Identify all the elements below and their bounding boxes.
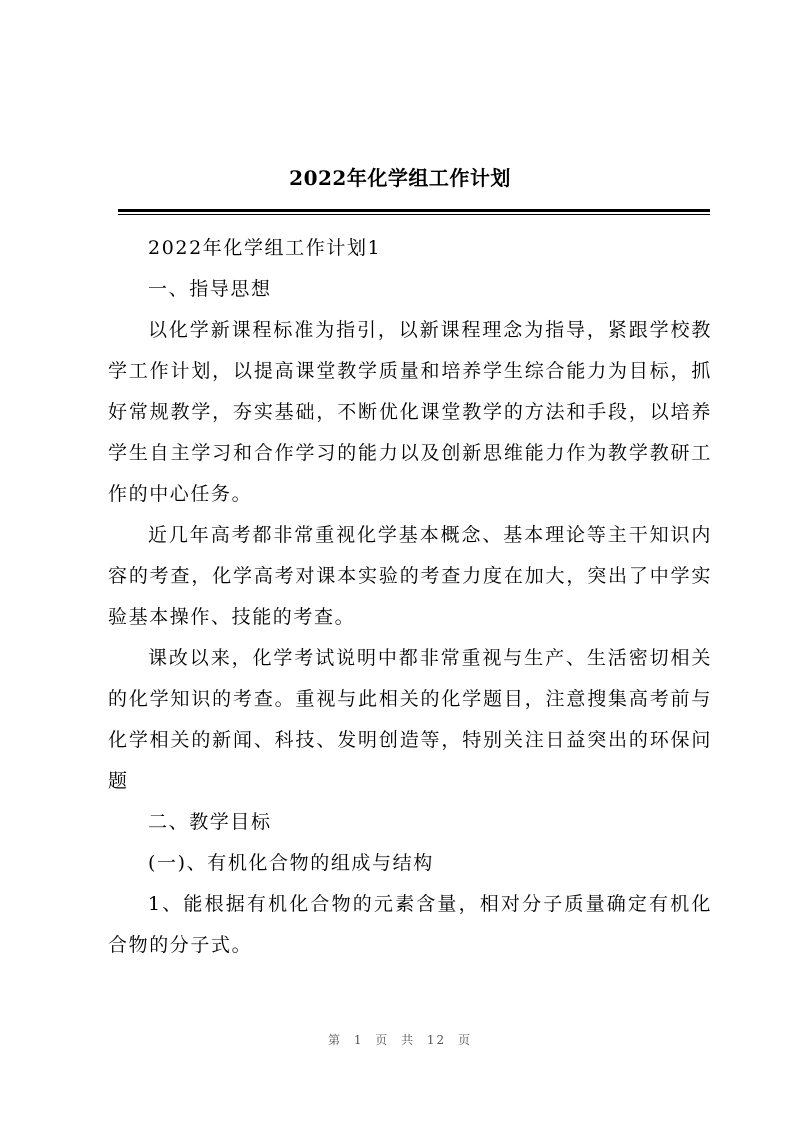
paragraph-curriculum-reform: 课改以来，化学考试说明中都非常重视与生产、生活密切相关的化学知识的考查。重视与此相关的化学题目，注意搜集高考前与化学相关的新闻、科技、发明创造等，特别关注日益突出的环保问题 bbox=[108, 647, 712, 792]
section-heading-plan: 2022年化学组工作计划1 bbox=[148, 237, 382, 259]
paragraph-guiding-thought: 以化学新课程标准为指引，以新课程理念为指导，紧跟学校教学工作计划，以提高课堂教学质量和培养学生综合能力为目标，抓好常规教学，夯实基础，不断优化课堂教学的方法和手段，以培养学生自主学习和合作学习的能力以及创新思维能力作为教学教研工作的中心任务。 bbox=[108, 319, 712, 505]
document-title: 2022年化学组工作计划 bbox=[289, 166, 511, 190]
document-body bbox=[108, 228, 712, 966]
subsection-heading-organic-compounds: (一)、有机化合物的组成与结构 bbox=[148, 852, 434, 874]
paragraph-exam-trends: 近几年高考都非常重视化学基本概念、基本理论等主干知识内容的考查，化学高考对课本实验的考查力度在加大，突出了中学实验基本操作、技能的考查。 bbox=[108, 524, 712, 628]
title-divider-thin bbox=[118, 214, 710, 215]
page-number-footer: 第 1 页 共 12 页 bbox=[328, 1033, 472, 1047]
section-heading-guiding-thought: 一、指导思想 bbox=[148, 278, 272, 300]
title-divider-thick bbox=[118, 209, 710, 212]
list-item-molecular-formula: 1、能根据有机化合物的元素含量，相对分子质量确定有机化合物的分子式。 bbox=[108, 893, 712, 956]
section-heading-teaching-goals: 二、教学目标 bbox=[148, 811, 272, 833]
